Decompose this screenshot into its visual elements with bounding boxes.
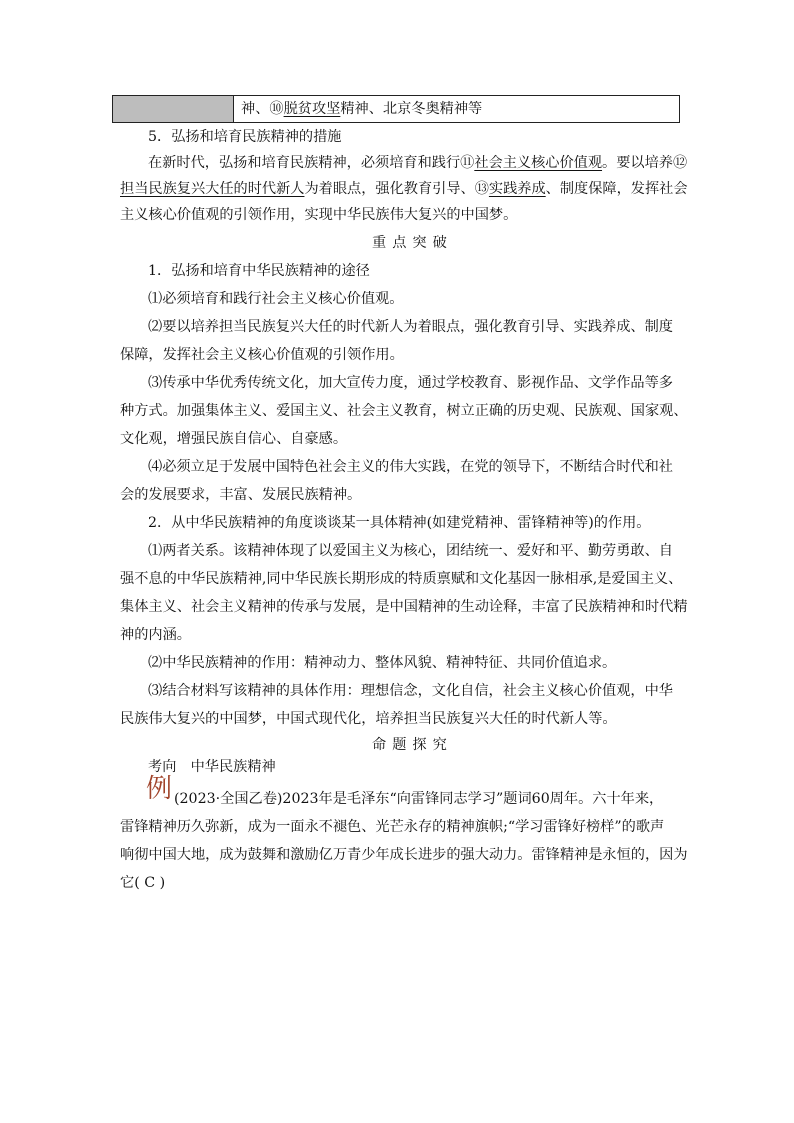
section-heading: 重点突破: [372, 235, 453, 251]
list-item: ⑷必须立足于发展中国特色社会主义的伟大实践，在党的领导下，不断结合时代和社: [148, 459, 673, 475]
paragraph-line: 在新时代，弘扬和培育民族精神，必须培育和践行⑪社会主义核心价值观。要以培养⑫: [148, 155, 688, 171]
paragraph-line: 种方式。加强集体主义、爱国主义、社会主义教育，树立正确的历史观、民族观、国家观、: [120, 403, 688, 419]
list-item: ⑶传承中华优秀传统文化，加大宣传力度，通过学校教育、影视作品、文学作品等多: [148, 375, 673, 391]
table-cell: 神、⑩脱贫攻坚精神、北京冬奥精神等: [241, 101, 483, 117]
paragraph-line: 神的内涵。: [120, 627, 191, 643]
table-row: [112, 95, 680, 123]
paragraph-line: 集体主义、社会主义精神的传承与发展，是中国精神的生动诠释，丰富了民族精神和时代精: [120, 599, 688, 615]
paragraph-line: 强不息的中华民族精神,同中华民族长期形成的特质禀赋和文化基因一脉相承,是爱国主义、: [120, 571, 683, 587]
paragraph-line: 担当民族复兴大任的时代新人为着眼点，强化教育引导、⑬实践养成、制度保障，发挥社会: [120, 181, 688, 197]
paragraph-line: 保障，发挥社会主义核心价值观的引领作用。: [120, 347, 404, 363]
paragraph-line: 主义核心价值观的引领作用，实现中华民族伟大复兴的中国梦。: [120, 207, 518, 223]
list-item: ⑶结合材料写该精神的具体作用：理想信念，文化自信，社会主义核心价值观，中华: [148, 683, 673, 699]
list-item: ⑴两者关系。该精神体现了以爱国主义为核心，团结统一、爱好和平、勤劳勇敢、自: [148, 543, 673, 559]
list-item: ⑴必须培育和践行社会主义核心价值观。: [148, 291, 404, 307]
section-title: 5．弘扬和培育民族精神的措施: [148, 129, 342, 145]
table-header-cell: [113, 96, 234, 122]
question-text: (2023·全国乙卷)2023年是毛泽东“向雷锋同志学习”题词60周年。六十年来，: [174, 791, 664, 807]
example-mark: 例: [146, 774, 173, 804]
list-item: ⑵要以培养担当民族复兴大任的时代新人为着眼点，强化教育引导、实践养成、制度: [148, 319, 673, 335]
paragraph-line: 会的发展要求，丰富、发展民族精神。: [120, 487, 362, 503]
question-text: 它( C ): [120, 875, 166, 891]
paragraph-line: 民族伟大复兴的中国梦，中国式现代化，培养担当民族复兴大任的时代新人等。: [120, 711, 617, 727]
section-heading: 命题探究: [372, 737, 453, 753]
subsection-title: 2．从中华民族精神的角度谈谈某一具体精神(如建党精神、雷锋精神等)的作用。: [148, 515, 651, 531]
question-text: 雷锋精神历久弥新，成为一面永不褪色、光芒永存的精神旗帜;“学习雷锋好榜样”的歌声: [120, 819, 665, 835]
question-text: 响彻中国大地，成为鼓舞和激励亿万青少年成长进步的强大动力。雷锋精神是永恒的，因为: [120, 847, 688, 863]
list-item: ⑵中华民族精神的作用：精神动力、整体风貌、精神特征、共同价值追求。: [148, 655, 617, 671]
subsection-title: 1．弘扬和培育中华民族精神的途径: [148, 263, 370, 279]
paragraph-line: 文化观，增强民族自信心、自豪感。: [120, 431, 348, 447]
question-direction: 考向 中华民族精神: [148, 759, 276, 775]
